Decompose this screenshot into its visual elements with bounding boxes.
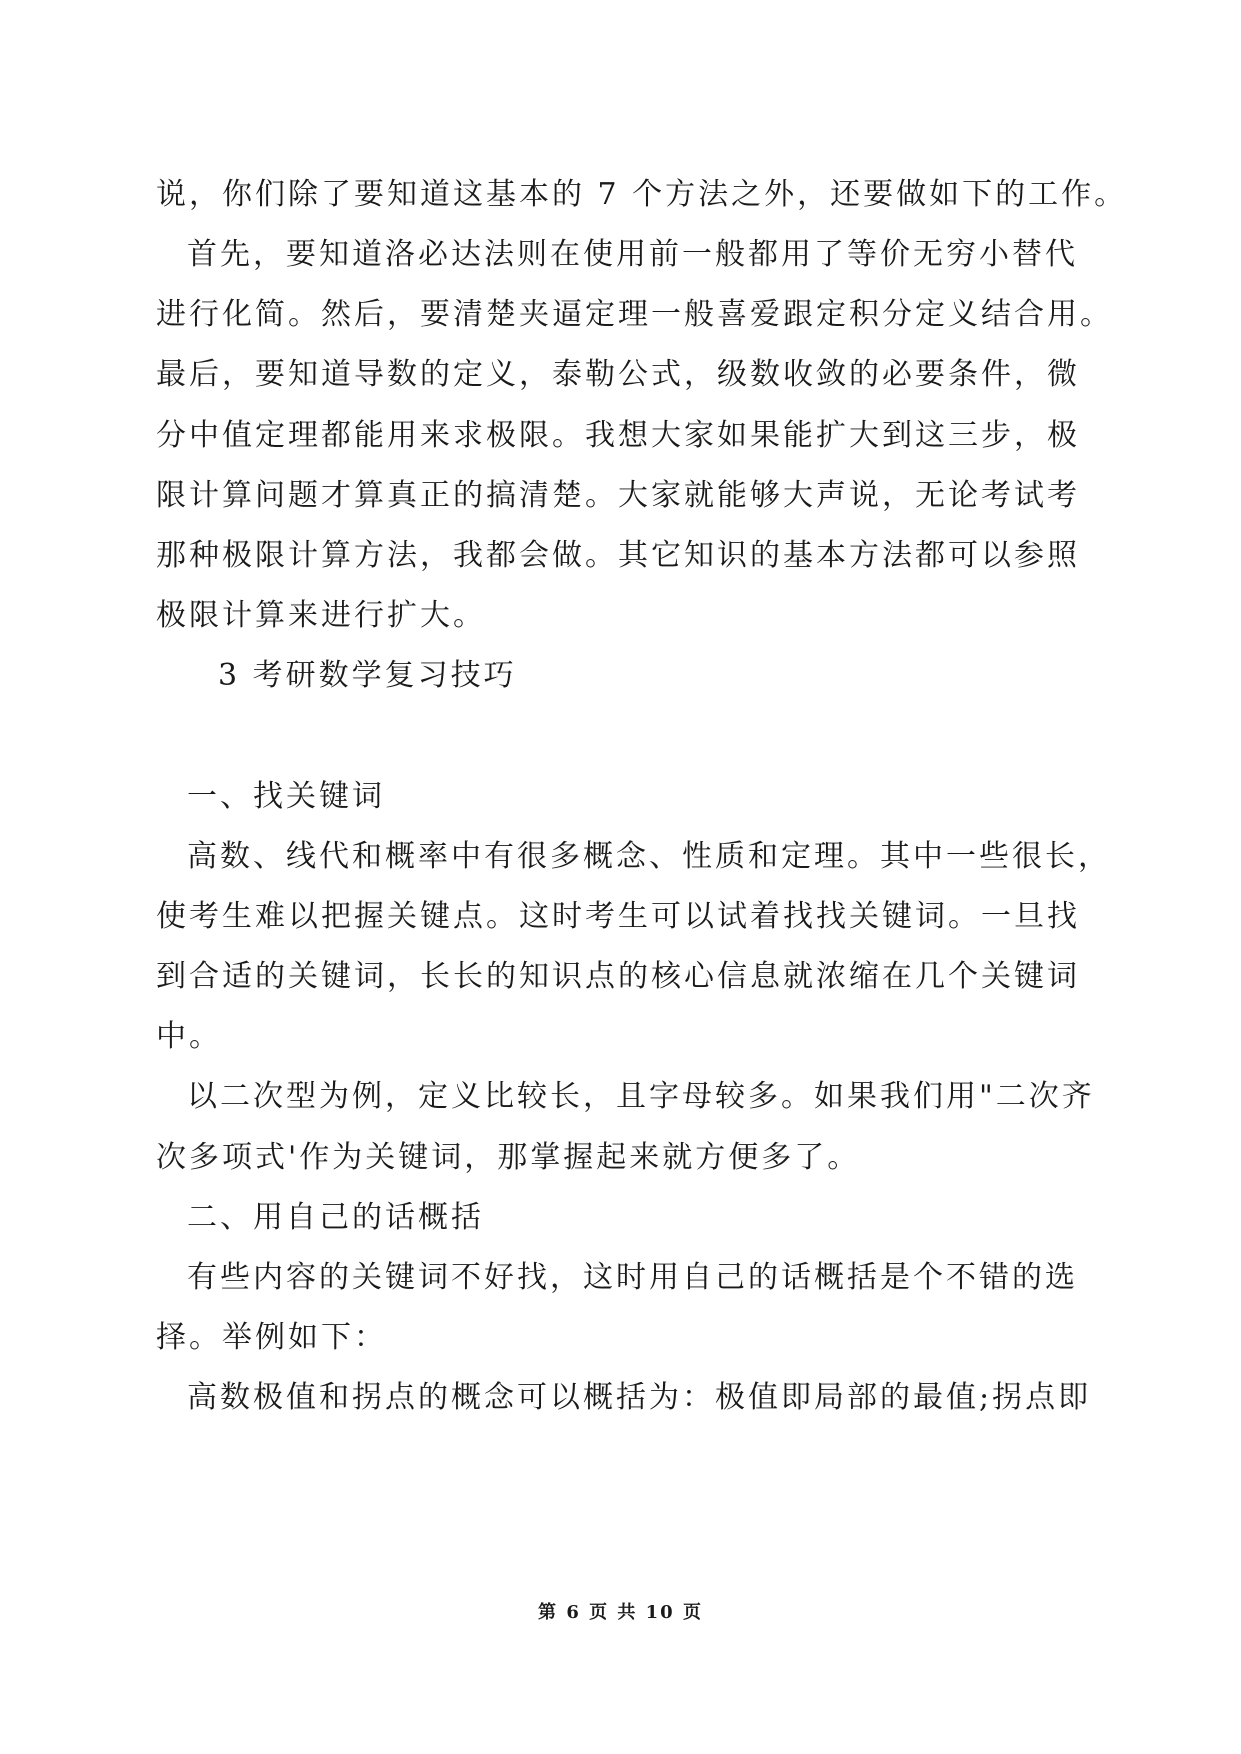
text-line: 限计算问题才算真正的搞清楚。大家就能够大声说，无论考试考	[156, 478, 1080, 513]
text-line: 以二次型为例，定义比较长，且字母较多。如果我们用"二次齐	[187, 1079, 1095, 1114]
text-line: 那种极限计算方法，我都会做。其它知识的基本方法都可以参照	[156, 538, 1080, 573]
page-footer: 第 6 页 共 10 页	[538, 1602, 703, 1623]
text-line: 次多项式'作为关键词，那掌握起来就方便多了。	[156, 1140, 861, 1175]
section-heading: 3 考研数学复习技巧	[218, 658, 517, 693]
subsection-heading: 二、用自己的话概括	[187, 1200, 484, 1235]
text-line: 极限计算来进行扩大。	[156, 598, 486, 633]
text-line: 分中值定理都能用来求极限。我想大家如果能扩大到这三步，极	[156, 418, 1080, 453]
text-line: 进行化简。然后，要清楚夹逼定理一般喜爱跟定积分定义结合用。	[156, 297, 1113, 332]
text-line: 高数极值和拐点的概念可以概括为：极值即局部的最值;拐点即	[187, 1380, 1092, 1415]
text-line: 择。举例如下：	[156, 1320, 387, 1355]
subsection-heading: 一、找关键词	[187, 779, 385, 814]
text-line: 首先，要知道洛必达法则在使用前一般都用了等价无穷小替代	[187, 237, 1078, 272]
text-line: 说，你们除了要知道这基本的 7 个方法之外，还要做如下的工作。	[156, 177, 1128, 212]
text-line: 最后，要知道导数的定义，泰勒公式，级数收敛的必要条件，微	[156, 357, 1080, 392]
text-line: 到合适的关键词，长长的知识点的核心信息就浓缩在几个关键词	[156, 959, 1080, 994]
text-line: 有些内容的关键词不好找，这时用自己的话概括是个不错的选	[187, 1260, 1078, 1295]
text-line: 使考生难以把握关键点。这时考生可以试着找找关键词。一旦找	[156, 899, 1080, 934]
text-line: 高数、线代和概率中有很多概念、性质和定理。其中一些很长，	[187, 839, 1111, 874]
text-line: 中。	[156, 1019, 222, 1054]
